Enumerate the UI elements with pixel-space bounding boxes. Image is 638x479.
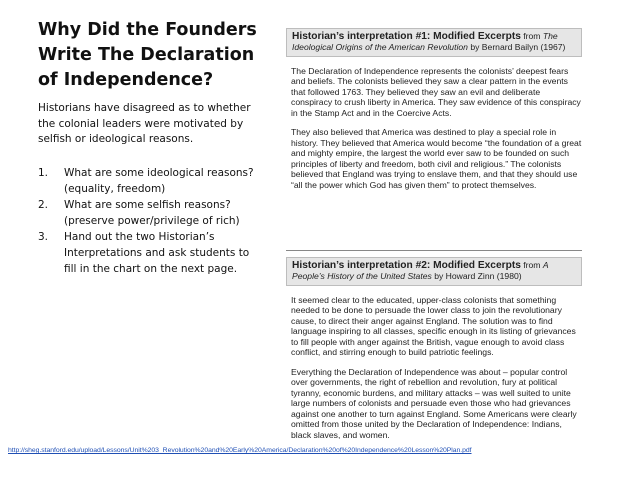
excerpt-2-author: by Howard Zinn (1980) xyxy=(431,271,522,282)
question-number: 1. xyxy=(38,167,49,179)
excerpt-2-header xyxy=(286,257,582,286)
source-link[interactable]: http://sheg.stanford.edu/upload/Lessons/Unit%203_Revolution%20and%20Early%20America/Declaration%20of%20Independence%20Lesson%20Plan.pdf xyxy=(8,447,472,454)
question-number: 3. xyxy=(38,231,49,244)
title-line: Write The Declaration xyxy=(38,45,255,65)
title-line: Why Did the Founders xyxy=(38,20,257,40)
excerpt-2-book: A People’s History of the United States xyxy=(292,260,549,282)
excerpt-2-body xyxy=(286,295,582,441)
title-line: of Independence? xyxy=(38,70,214,90)
question-text: Hand out the two Historian’s Interpretations and ask students to fill in the chart on the next page. xyxy=(64,231,250,275)
excerpt-1-paragraph: They also believed that America was destined to play a special role in history. They believed that America would become “the foundation of a great and mighty empire, the largest the world ever saw to be founded on such principles of liberty and freedom, both civil and religious.” The colonists believed that England was trying to enslave them, and that they should use “all the power which God has given them” to protect themselves. xyxy=(291,127,582,190)
excerpt-2-from: from xyxy=(520,260,543,270)
excerpt-1-paragraph: The Declaration of Independence represents the colonists’ deepest fears and beliefs. The colonists believed they saw a clear pattern in the events that followed 1763. They believed they saw an evil and deliberate conspiracy to crush liberty in America. They saw evidence of this conspiracy in the Stamp Act and in the Coercive Acts. xyxy=(291,65,581,118)
excerpt-2-paragraph: It seemed clear to the educated, upper-class colonists that something needed to be done to persuade the lower class to join the revolutionary cause, to direct their anger against England. The solution was to find language inspiring to all classes, specific enough in its listing of grievances to fill people with anger against the British, vague enough to avoid class conflict, and stirring enough to build patriotic feelings. xyxy=(291,294,576,358)
intro-text: Historians have disagreed as to whether the colonial leaders were motivated by selfish or ideological reasons. xyxy=(38,102,251,146)
excerpt-1-header xyxy=(286,28,582,57)
question-list xyxy=(38,166,264,278)
question-number: 2. xyxy=(38,199,49,212)
excerpt-1-from: from xyxy=(520,31,543,41)
excerpt-divider xyxy=(286,250,582,251)
question-text: What are some selfish reasons? (preserve power/privilege of rich) xyxy=(64,199,240,227)
excerpt-1 xyxy=(286,28,582,190)
question-item xyxy=(38,166,264,197)
question-item xyxy=(38,198,264,229)
excerpt-2-label: Historian’s interpretation #2: Modified Excerpts xyxy=(292,260,521,271)
excerpt-1-label: Historian’s interpretation #1: Modified Excerpts xyxy=(292,31,521,42)
question-item xyxy=(38,230,264,277)
excerpt-2 xyxy=(286,257,582,440)
excerpt-1-body xyxy=(286,66,582,191)
slide-title xyxy=(38,18,258,93)
excerpt-2-paragraph: Everything the Declaration of Independence was about – popular control over governments, the right of rebellion and revolution, fury at political tyranny, economic burdens, and military attacks – was well suited to unite large numbers of colonists and persuade even those who had grievances against one another to turn against England. Some Americans were clearly omitted from those united by the Declaration of Independence: Indians, black slaves, and women. xyxy=(291,366,577,440)
excerpt-1-author: by Bernard Bailyn (1967) xyxy=(467,42,566,53)
question-text: What are some ideological reasons? (equality, freedom) xyxy=(64,167,254,195)
excerpt-1-book: The Ideological Origins of the American Revolution xyxy=(292,31,558,53)
